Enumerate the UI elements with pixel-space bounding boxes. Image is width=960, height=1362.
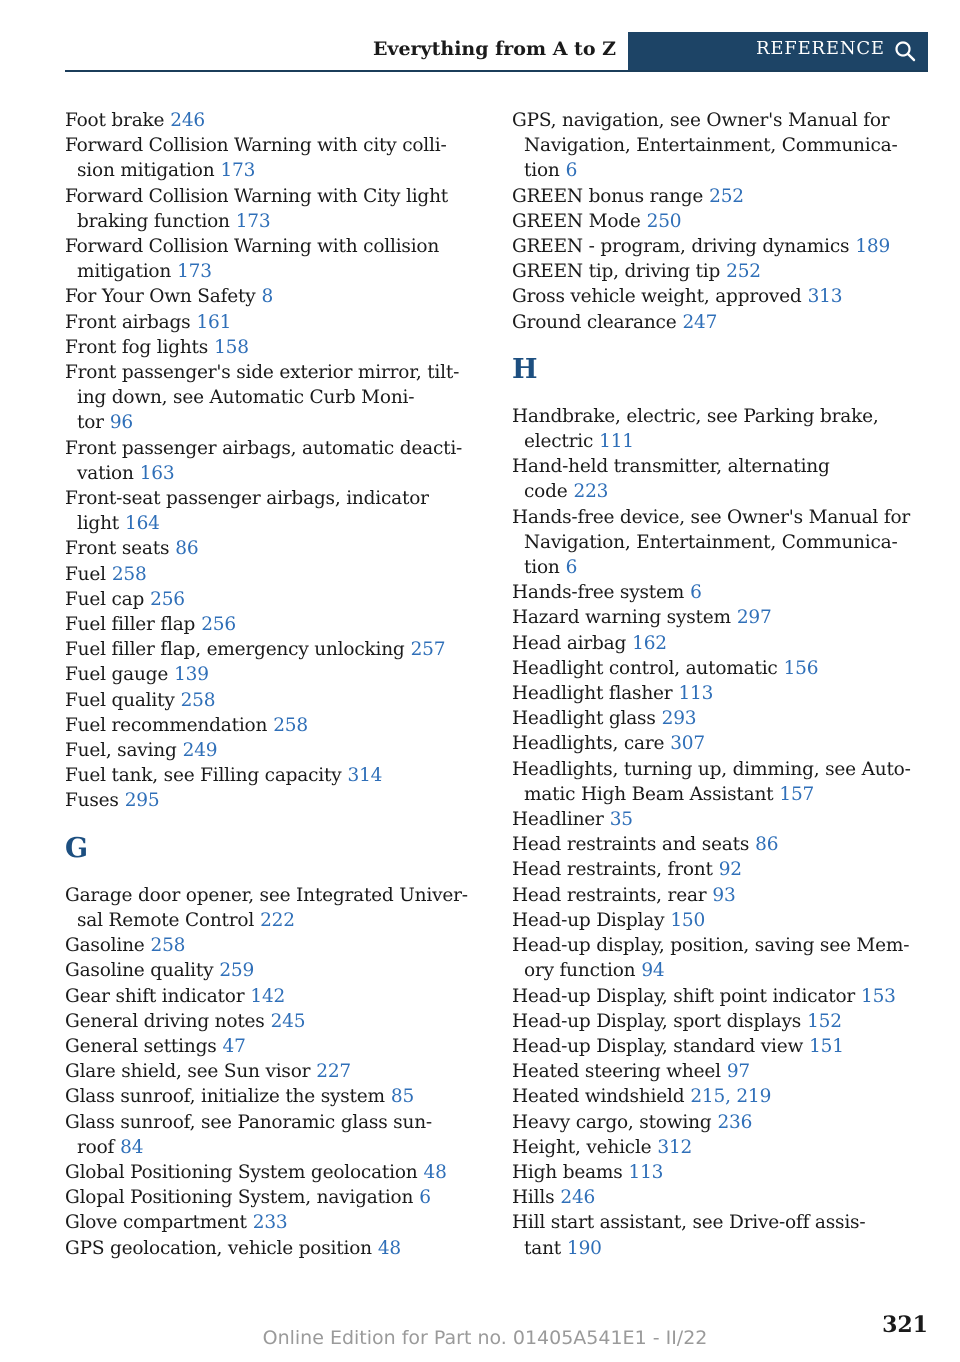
index-entry-text: Glass sunroof, see Panoramic glass sun- roof [65,1111,432,1158]
page-reference-link[interactable]: 222 [260,909,295,931]
search-icon[interactable] [894,40,916,62]
index-entry-text: Gross vehicle weight, approved [512,286,802,308]
page-reference-link[interactable]: 6 [565,557,578,579]
index-entry-text: Fuel cap [65,588,145,610]
page-header [65,32,928,72]
index-entry-text: Foot brake [65,110,165,131]
index-entry [512,984,932,1009]
index-entry [65,234,475,284]
page-reference-link[interactable]: 153 [861,985,896,1007]
index-entry [512,505,932,581]
index-entry-text: Global Positioning System geolocation [65,1161,418,1183]
index-entry [512,184,932,209]
page-reference-link[interactable]: 252 [709,185,744,207]
index-entry-text: Forward Collision Warning with City light braking function [65,185,449,232]
index-entry [512,1135,932,1160]
index-entry [65,612,475,637]
page-reference-link[interactable]: 173 [177,261,212,283]
index-entry-text: Front airbags [65,311,191,333]
index-entry-text: High beams [512,1161,623,1183]
index-entry [65,1110,475,1160]
index-entry-text: Forward Collision Warning with city colli- sion mitigation [65,135,447,182]
page-reference-link[interactable]: 35 [609,809,633,831]
index-column-right [512,108,932,1261]
index-entry-text: Head-up Display, shift point indicator [512,985,856,1007]
page-reference-link[interactable]: 48 [423,1161,447,1183]
page-reference-link[interactable]: 163 [139,462,175,484]
reference-tab[interactable] [628,32,928,70]
page-reference-link[interactable]: 173 [220,160,256,182]
index-entry [65,587,475,612]
index-entry-text: Head-up Display, standard view [512,1035,804,1057]
page-reference-link[interactable]: 173 [235,210,271,232]
page-reference-link[interactable]: 307 [670,733,705,755]
index-entry [65,562,475,587]
index-entry-text: Forward Collision Warning with collision mitigation [65,236,440,283]
index-entry [512,807,932,832]
page-reference-link[interactable]: 245 [270,1010,306,1032]
page-reference-link[interactable]: 139 [174,664,209,686]
index-entry-text: Gasoline [65,935,145,957]
page-reference-link[interactable]: 233 [252,1212,288,1234]
index-entry [512,832,932,857]
page-reference-link[interactable]: 227 [316,1061,352,1083]
index-entry [65,436,475,486]
page-reference-link[interactable]: 93 [712,884,736,906]
page-reference-link[interactable]: 47 [222,1035,246,1057]
index-entry [65,310,475,335]
index-entry [65,1236,475,1261]
page-reference-link[interactable]: 92 [718,859,742,881]
page-reference-link[interactable]: 94 [641,960,665,982]
page-reference-link[interactable]: 236 [717,1111,753,1133]
index-entry [65,1185,475,1210]
index-entry [512,656,932,681]
index-entry [65,133,475,183]
index-entry [512,404,932,454]
index-entry-text: Fuel tank, see Filling capacity [65,765,342,787]
page-reference-link[interactable]: 189 [855,236,891,258]
index-entry-text: General driving notes [65,1010,265,1032]
index-entry-text: Hands-free device, see Owner's Manual for Navigation, Entertainment, Communica- tion [512,506,911,579]
index-entry [512,731,932,756]
index-entry-text: Glove compartment [65,1212,247,1234]
index-entry-text: GPS geolocation, vehicle position [65,1237,372,1259]
index-entry-text: Fuel quality [65,689,175,711]
index-entry [512,1185,932,1210]
page-reference-link[interactable]: 258 [111,563,147,585]
index-entry [512,857,932,882]
page-reference-link[interactable]: 252 [726,261,761,283]
index-entry-text: Head restraints, front [512,859,713,881]
index-entry [512,209,932,234]
index-entry-text: Handbrake, electric, see Parking brake, electric [512,405,879,453]
index-entry [512,681,932,706]
index-entry-text: Headlights, turning up, dimming, see Auto- matic High Beam Assistant [512,758,911,805]
index-entry-text: Fuses [65,790,119,812]
index-entry [512,234,932,259]
index-entry [512,1160,932,1185]
index-entry-text: Heavy cargo, stowing [512,1111,712,1133]
index-entry [65,536,475,561]
index-entry-text: Headlight glass [512,708,656,730]
page-reference-link[interactable]: 312 [657,1136,693,1158]
index-entry-text: Head restraints, rear [512,884,707,906]
index-entry-text: For Your Own Safety [65,286,256,308]
index-entry [512,1059,932,1084]
index-entry [512,1009,932,1034]
page-reference-link[interactable]: 6 [690,582,702,604]
index-entry [65,958,475,983]
index-entry-text: Front-seat passenger airbags, indicator light [65,488,429,535]
page-reference-link[interactable]: 256 [150,588,185,610]
index-entry [512,1210,932,1260]
page-reference-link[interactable]: 86 [175,538,199,560]
index-entry [65,360,475,436]
index-entry [65,108,475,133]
index-entry-text: Front passenger airbags, automatic deacti- vation [65,437,463,484]
section-title: Everything from A to Z [372,38,616,60]
index-entry [65,1059,475,1084]
index-entry [65,335,475,360]
index-entry-text: GREEN tip, driving tip [512,261,721,283]
index-entry [65,486,475,536]
page-reference-link[interactable]: 297 [736,607,772,629]
index-entry [512,605,932,630]
index-entry-text: Hill start assistant, see Drive-off assis- tant [512,1212,866,1259]
index-entry-text: Front fog lights [65,336,209,358]
index-entry-text: Ground clearance [512,311,677,333]
page-reference-link[interactable]: 152 [807,1010,842,1032]
index-entry-text: Fuel recommendation [65,714,268,736]
page-reference-link[interactable]: 190 [567,1237,602,1259]
index-entry [65,763,475,788]
index-entry-text: Head airbag [512,632,627,654]
index-entry [65,1009,475,1034]
index-entry [512,631,932,656]
index-entry [512,108,932,184]
index-entry [512,1034,932,1059]
index-entry [512,908,932,933]
page-reference-link[interactable]: 158 [214,336,249,358]
index-entry [65,933,475,958]
page-reference-link[interactable]: 164 [125,513,160,535]
index-entry-text: Headlight control, automatic [512,657,778,679]
page-reference-link[interactable]: 48 [377,1237,401,1259]
page-reference-link[interactable]: 313 [807,286,843,308]
index-entry-text: Height, vehicle [512,1136,652,1158]
page-reference-link[interactable]: 249 [182,740,218,762]
page-reference-link[interactable]: 256 [201,614,236,636]
index-entry [512,1084,932,1109]
index-entry [65,1160,475,1185]
page-reference-link[interactable]: 84 [120,1136,144,1158]
index-entry [65,883,475,933]
index-entry-text: Head restraints and seats [512,834,750,856]
index-entry-text: Heated windshield [512,1086,685,1108]
index-entry-text: General settings [65,1035,217,1057]
index-entry-text: Head-up Display, sport displays [512,1010,802,1032]
index-entry-text: Glass sunroof, initialize the system [65,1086,385,1108]
index-entry-text: Fuel filler flap [65,614,196,636]
index-letter-heading: H [512,353,538,385]
index-entry [512,757,932,807]
page-reference-link[interactable]: 142 [250,985,286,1007]
index-entry [65,1084,475,1109]
page-reference-link[interactable]: 96 [109,412,133,434]
index-entry-text: Fuel, saving [65,740,177,762]
page-reference-link[interactable]: 314 [347,765,383,787]
index-entry-text: Fuel gauge [65,664,169,686]
index-entry [65,713,475,738]
index-entry-text: GREEN Mode [512,210,641,232]
page-reference-link[interactable]: 246 [170,110,206,131]
index-entry [65,688,475,713]
index-entry-text: Head-up Display [512,909,665,931]
page-reference-link[interactable]: 150 [670,909,706,931]
page-number: 321 [882,1312,928,1338]
index-entry [65,738,475,763]
index-entry [65,184,475,234]
page-reference-link[interactable]: 85 [390,1086,415,1108]
reference-tab-label: REFERENCE [756,38,885,59]
page-reference-link[interactable]: 6 [419,1187,431,1209]
page-reference-link[interactable]: 97 [726,1061,750,1083]
index-entry [512,1110,932,1135]
index-entry-text: GREEN - program, driving dynamics [512,236,850,258]
page-reference-link[interactable]: 223 [573,481,609,503]
page-reference-link[interactable]: 258 [273,714,308,736]
index-entry-text: Glare shield, see Sun visor [65,1061,311,1083]
index-entry-text: Front seats [65,538,170,560]
index-entry-text: Garage door opener, see Integrated Univer- sal Remote Control [65,884,468,931]
page-reference-link[interactable]: 258 [150,935,186,957]
index-entry [65,284,475,309]
index-letter-heading: G [65,832,89,864]
page-reference-link[interactable]: 111 [599,431,634,453]
index-entry [512,454,932,504]
page-reference-link[interactable]: 247 [682,311,718,333]
page-reference-link[interactable]: 151 [809,1035,844,1057]
index-entry-text: Fuel [65,563,106,585]
index-entry [65,984,475,1009]
index-entry [512,580,932,605]
page-reference-link[interactable]: 6 [565,160,578,182]
index-column-left [65,108,475,1261]
page-reference-link[interactable]: 257 [410,639,446,661]
index-entry-text: Headliner [512,809,604,831]
page-reference-link[interactable]: 162 [632,632,667,654]
index-entry [65,1034,475,1059]
page-reference-link[interactable]: 113 [678,683,714,705]
page-reference-link[interactable]: 295 [124,790,160,812]
page-reference-link[interactable]: 215, 219 [690,1086,772,1108]
index-entry [65,788,475,813]
index-entry [65,637,475,662]
page-reference-link[interactable]: 259 [219,960,255,982]
index-entry-text: Glopal Positioning System, navigation [65,1187,414,1209]
index-entry [512,284,932,309]
footer-watermark: Online Edition for Part no. 01405A541E1 - II/22 [262,1327,708,1349]
index-entry-text: GREEN bonus range [512,185,704,207]
page-reference-link[interactable]: 250 [646,210,682,232]
index-entry-text: Head-up display, position, saving see Mem- ory function [512,935,910,982]
index-entry [512,310,932,335]
index-entry-text: Front passenger's side exterior mirror, tilt- ing down, see Automatic Curb Moni- tor [65,362,460,434]
index-entry [65,662,475,687]
index-entry [512,706,932,731]
page-reference-link[interactable]: 246 [560,1187,596,1209]
index-entry-text: Headlights, care [512,733,665,755]
index-entry-text: Hands-free system [512,582,685,604]
index-entry-text: Headlight flasher [512,683,673,705]
index-entry-text: Hills [512,1187,555,1209]
page-reference-link[interactable]: 156 [783,657,819,679]
index-entry-text: Gear shift indicator [65,985,245,1007]
index-entry [512,933,932,983]
index-entry-text: Heated steering wheel [512,1061,721,1083]
page-reference-link[interactable]: 161 [196,311,232,333]
page-reference-link[interactable]: 8 [261,286,274,308]
page-reference-link[interactable]: 258 [180,689,216,711]
index-entry-text: Hazard warning system [512,607,731,629]
index-entry [512,259,932,284]
index-entry-text: Fuel filler flap, emergency unlocking [65,639,405,661]
page-reference-link[interactable]: 157 [779,783,815,805]
page-reference-link[interactable]: 86 [755,834,779,856]
page-reference-link[interactable]: 113 [628,1161,664,1183]
index-entry [65,1210,475,1235]
index-entry-text: GPS, navigation, see Owner's Manual for Navigation, Entertainment, Communica- tion [512,110,898,182]
index-entry-text: Gasoline quality [65,960,214,982]
index-entry [512,883,932,908]
page-reference-link[interactable]: 293 [661,708,697,730]
index-entry-text: Hand-held transmitter, alternating code [512,456,830,503]
